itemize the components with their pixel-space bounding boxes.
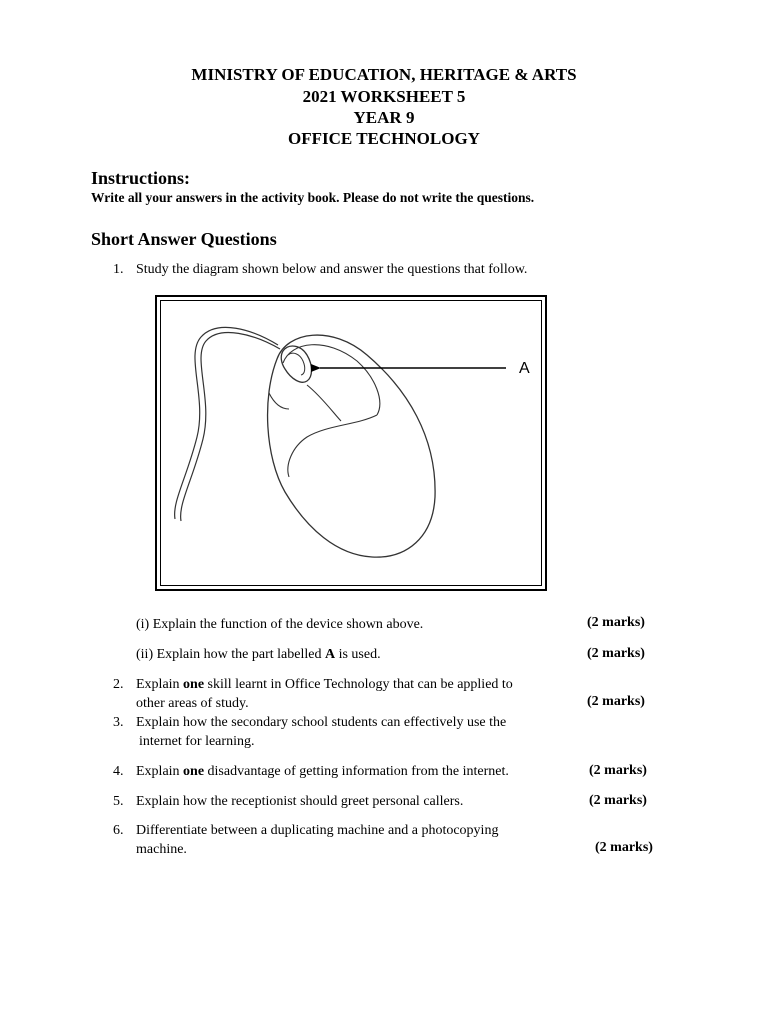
q1-sub2-pre: (ii) Explain how the part labelled bbox=[136, 647, 325, 662]
section-heading: Short Answer Questions bbox=[91, 229, 277, 249]
q4-number: 4. bbox=[113, 764, 124, 779]
q1-sub2-text bbox=[136, 645, 381, 664]
diagram-label-a: A bbox=[519, 360, 530, 377]
scroll-wheel bbox=[281, 346, 311, 382]
q5-number: 5. bbox=[113, 794, 124, 809]
q6-marks: (2 marks) bbox=[595, 840, 653, 855]
q1-text: Study the diagram shown below and answer the questions that follow. bbox=[136, 262, 528, 277]
q2-number: 2. bbox=[113, 677, 124, 692]
q1-sub2-post: is used. bbox=[335, 647, 381, 662]
q4-text bbox=[136, 762, 509, 781]
diagram-frame bbox=[155, 295, 547, 591]
header-subject: OFFICE TECHNOLOGY bbox=[288, 129, 480, 148]
q4-post: disadvantage of getting information from the internet. bbox=[204, 764, 509, 779]
q5-text: Explain how the receptionist should greet personal callers. bbox=[136, 794, 464, 809]
q2-pre: Explain bbox=[136, 677, 184, 692]
mouse-diagram bbox=[157, 297, 545, 589]
q4-marks: (2 marks) bbox=[589, 763, 647, 778]
instructions-heading: Instructions: bbox=[91, 168, 191, 188]
q5-marks: (2 marks) bbox=[589, 793, 647, 808]
mouse-cable bbox=[175, 327, 278, 519]
q3-line2: internet for learning. bbox=[139, 734, 255, 749]
q1-sub1-marks: (2 marks) bbox=[587, 615, 645, 630]
header-year: YEAR 9 bbox=[353, 108, 415, 127]
q4-pre: Explain bbox=[136, 764, 184, 779]
q1-number: 1. bbox=[113, 262, 124, 277]
q6-line2: machine. bbox=[136, 842, 187, 857]
q2-marks: (2 marks) bbox=[587, 694, 645, 709]
q6-number: 6. bbox=[113, 823, 124, 838]
q2-line1 bbox=[136, 675, 513, 694]
q2-line2: other areas of study. bbox=[136, 696, 249, 711]
instructions-text: Write all your answers in the activity book. Please do not write the questions. bbox=[91, 190, 535, 205]
q3-line1: Explain how the secondary school students can effectively use the bbox=[136, 715, 507, 730]
q1-sub2-marks: (2 marks) bbox=[587, 646, 645, 661]
q4-bold: one bbox=[183, 764, 205, 779]
q6-line1: Differentiate between a duplicating machine and a photocopying bbox=[136, 823, 499, 838]
header-ministry: MINISTRY OF EDUCATION, HERITAGE & ARTS bbox=[191, 65, 577, 84]
q2-post: skill learnt in Office Technology that can be applied to bbox=[204, 677, 513, 692]
q1-sub1-text: (i) Explain the function of the device shown above. bbox=[136, 617, 424, 632]
q1-sub2-bold: A bbox=[324, 647, 336, 662]
q3-number: 3. bbox=[113, 715, 124, 730]
header-worksheet: 2021 WORKSHEET 5 bbox=[302, 87, 466, 106]
q2-bold: one bbox=[183, 677, 205, 692]
